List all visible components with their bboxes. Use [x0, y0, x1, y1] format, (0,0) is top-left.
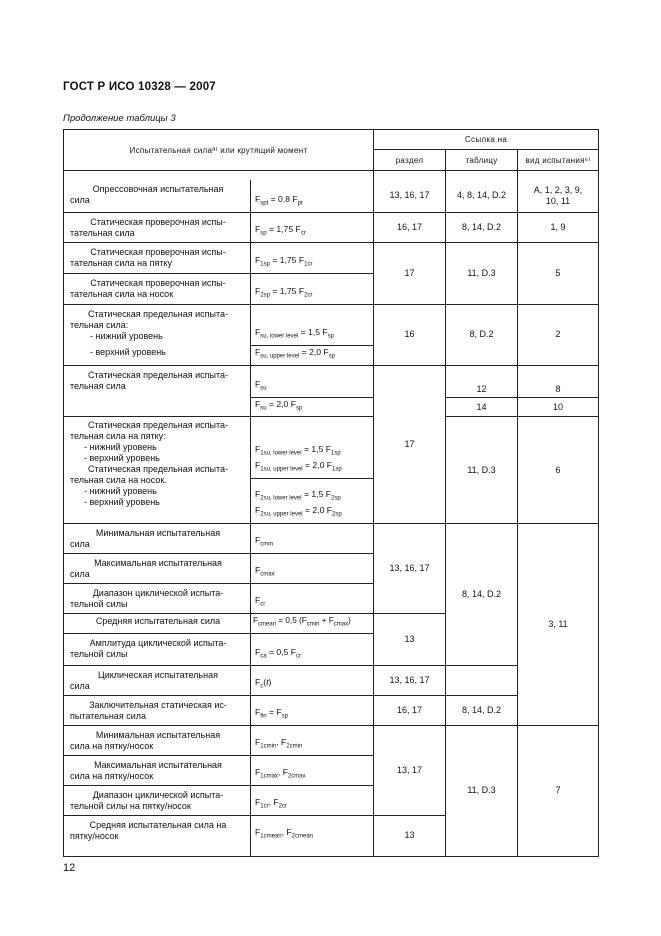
table-row: Диапазон циклической испыта- тельной силы на пятку/носок $F_{1cr}$, $F_{2cr}$ — [64, 785, 599, 815]
header-table: таблицу — [446, 150, 518, 171]
table-continuation-label: Продолжение таблицы 3 — [63, 113, 176, 124]
table-row: Минимальная испытательная сила на пятку/носок $F_{1cmin}$, $F_{2cmin}$ 13, 17 11, D.3 7 — [64, 725, 599, 755]
forces-reference-table: Испытательная силаª⁾ или крутящий момент Ссылка на раздел таблицу вид испытания⁶⁾ Опрессовочная испытательная сила $F_{spt} = 0,8$ $F_{pr}$ 13, 16, 17 4, 8, 14, D.2 A, 1, 2, 3, 9, 10, 11 Статическая проверочная испы- тательная сила $F_{sp} = 1,75$ $F_{cr}$ 16, 17 8, 14, D.2 1, 9 Статическая проверочная испы- тательная сила на пятку $F_{1sp} = 1,75$ $F_{1cr}$ 17 11, D.3 5 Статическая проверочная испы- тательная сила на носок $F_{2sp} = 1,75$ $F_{2cr}$ Статическая предельная испыта- тельная сила: - нижний уровень - верхний уровень $F_{su, lower level} = 1,5$ $F_{sp}$ 16 8, D.2 2 $F_{su, upper level} = 2,0$ $F_{sp}$ Статическая предельная испыта- тельная сила $F_{su}$ 17 12 8 $F_{su} = 2,0$ $F_{sp}$ 14 10 Статическая предельная испыта- тельная сила на пятку: - нижний уровень - верхний уровень Статическая предельная испыта- тельная сила на носок. - нижний уровень - верхний уровень $F_{1su, lower level} = 1,5$ $F_{1sp}$ $F_{1su, upper level} = 2,0$ $F_{1sp}$ 11, D.3 6 $F_{2su, lower level} = 1,5$ $F_{2sp}$ $F_{2su, upper level} = 2,0$ $F_{2sp}$ Минимальная испытательная сила $F_{cmin}$ 13, 16, 17 8, 14, D.2 3, 11 Максимальная испытательная сила $F_{cmax}$ Диапазон циклической испыта- тельной силы $F_{cr}$ Средняя испытательная сила $F_{cmean} = 0,5$ $(F_{cmin} + F_{cmax})$ 13 Амплитуда циклической испыта- тельной силы $F_{ca} = 0,5$ $F_{cr}$ Циклическая испытательная сила $F_c(t)$ 13, 16, 17 Заключительная статическая ис- пытательная сила $F_{fin} = F_{sp}$ 16, 17 8, 14, D.2 Минимальная испытательная сила на пятку/носок $F_{1cmin}$, $F_{2cmin}$ 13, 17 11, D.3 7 Максимальная испытательная сила на пятку/носок $F_{1cmax}$, $F_{2cmax}$ Диапазон циклической испыта- тельной силы на пятку/носок $F_{1cr}$, $F_{2cr}$ Средняя испытательная сила на пятку/носок $F_{1cmean}$, $F_{2cmean}$ 13 — [63, 129, 599, 857]
table-row: Статическая проверочная испы- тательная сила на носок $F_{2sp} = 1,75$ $F_{2cr}$ — [64, 274, 599, 305]
header-test-type: вид испытания⁶⁾ — [518, 150, 599, 171]
table-row: Статическая предельная испыта- тельная сила на пятку: - нижний уровень - верхний уровень Статическая предельная испыта- тельная сила на носок. - нижний уровень - верхний уровень $F_{1su, lower level} = 1,5$ $F_{1sp}$ $F_{1su, upper level} = 2,0$ $F_{1sp}$ 11, D.3 6 — [64, 417, 599, 478]
table-row: Минимальная испытательная сила $F_{cmin}$ 13, 16, 17 8, 14, D.2 3, 11 — [64, 523, 599, 553]
table-row: Статическая проверочная испы- тательная сила на пятку $F_{1sp} = 1,75$ $F_{1cr}$ 17 11, D.3 5 — [64, 243, 599, 274]
table-row: Циклическая испытательная сила $F_c(t)$ 13, 16, 17 — [64, 665, 599, 695]
table-row: Статическая предельная испыта- тельная сила $F_{su}$ 17 12 8 — [64, 365, 599, 397]
table-row: Опрессовочная испытательная сила $F_{spt} = 0,8$ $F_{pr}$ 13, 16, 17 4, 8, 14, D.2 A, 1, 2, 3, 9, 10, 11 — [64, 180, 599, 213]
table-row: Заключительная статическая ис- пытательная сила $F_{fin} = F_{sp}$ 16, 17 8, 14, D.2 — [64, 695, 599, 725]
header-force: Испытательная силаª⁾ или крутящий момент — [64, 130, 374, 171]
table-row: Статическая предельная испыта- тельная сила: - нижний уровень - верхний уровень $F_{su, lower level} = 1,5$ $F_{sp}$ 16 8, D.2 2 — [64, 305, 599, 346]
page-number: 12 — [63, 862, 76, 874]
table-row: Амплитуда циклической испыта- тельной силы $F_{ca} = 0,5$ $F_{cr}$ — [64, 633, 599, 665]
table-row: Максимальная испытательная сила на пятку/носок $F_{1cmax}$, $F_{2cmax}$ — [64, 755, 599, 785]
document-title: ГОСТ Р ИСО 10328 — 2007 — [63, 81, 216, 93]
table-row: Статическая проверочная испы- тательная сила $F_{sp} = 1,75$ $F_{cr}$ 16, 17 8, 14, D.2 1, 9 — [64, 213, 599, 243]
table-row: Максимальная испытательная сила $F_{cmax}$ — [64, 553, 599, 583]
header-reference: Ссылка на — [374, 130, 599, 150]
table-row: Средняя испытательная сила $F_{cmean} = 0,5$ $(F_{cmin} + F_{cmax})$ 13 — [64, 613, 599, 633]
table-row: Средняя испытательная сила на пятку/носок $F_{1cmean}$, $F_{2cmean}$ 13 — [64, 815, 599, 856]
table-row: Диапазон циклической испыта- тельной силы $F_{cr}$ — [64, 583, 599, 613]
header-section: раздел — [374, 150, 446, 171]
formula: $F_{spt} = 0,8$ $F_{pr}$ — [251, 180, 374, 213]
